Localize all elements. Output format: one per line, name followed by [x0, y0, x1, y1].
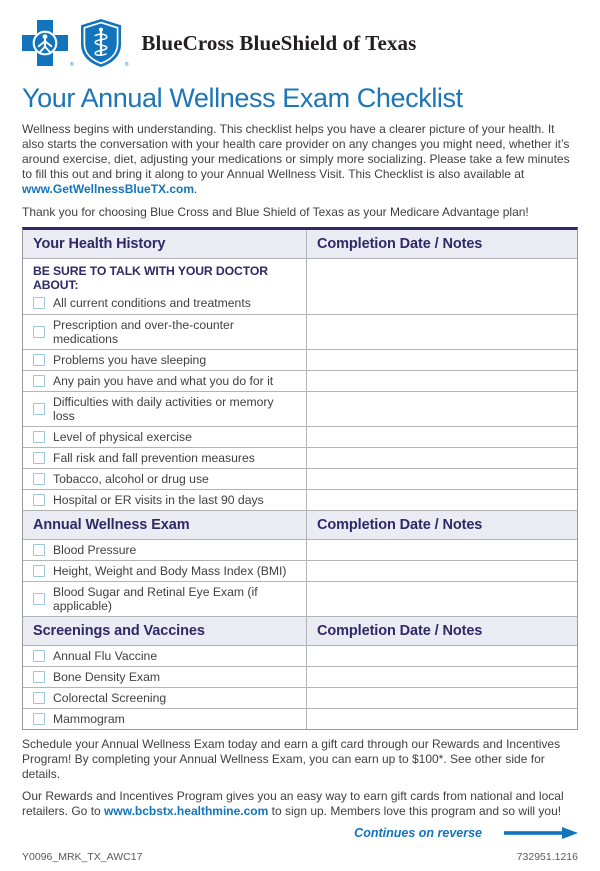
checklist-item — [33, 472, 209, 486]
checklist-item-label: Tobacco, alcohol or drug use — [53, 471, 209, 486]
checklist-item — [33, 712, 125, 726]
notes-cell[interactable] — [307, 315, 577, 349]
page-title: Your Annual Wellness Exam Checklist — [22, 83, 463, 113]
checkbox[interactable] — [33, 452, 45, 464]
notes-cell[interactable] — [307, 427, 577, 447]
table-row — [23, 708, 577, 729]
checklist-item — [33, 564, 286, 578]
section-title: Annual Wellness Exam — [23, 511, 307, 539]
checklist-item-label: Prescription and over-the-counter medications — [53, 317, 234, 346]
checklist-table — [22, 227, 578, 730]
signup-text: Our Rewards and Incentives Program gives you an easy way to earn gift cards from national and local retailers. Go to — [22, 788, 564, 818]
checkbox[interactable] — [33, 593, 45, 605]
table-row — [23, 370, 577, 391]
notes-cell[interactable] — [307, 448, 577, 468]
checklist-item-label: Blood Pressure — [53, 542, 137, 557]
notes-cell[interactable] — [307, 490, 577, 510]
intro-paragraph — [22, 122, 578, 198]
checkbox[interactable] — [33, 565, 45, 577]
checkbox[interactable] — [33, 375, 45, 387]
table-row — [23, 560, 577, 581]
notes-cell[interactable] — [307, 667, 577, 687]
notes-column-header: Completion Date / Notes — [317, 235, 483, 252]
table-row — [23, 258, 577, 314]
checklist-item — [33, 374, 273, 388]
checklist-item — [33, 353, 206, 367]
notes-cell[interactable] — [307, 561, 577, 581]
intro-text: Wellness begins with understanding. This checklist helps you have a clearer picture of your health. It also starts the conversation with your health care provider on any changes you might need, whether it’s around exercise, diet, adjusting your medications or simply more socializing. Please take a few minutes to fill this out and bring it along to your Annual Wellness Visit. This Checklist is also available at — [22, 122, 570, 182]
checklist-item — [33, 430, 192, 444]
section-title: Screenings and Vaccines — [23, 617, 307, 645]
checklist-item-label: Bone Density Exam — [53, 669, 161, 684]
document-codes — [22, 851, 578, 863]
thank-you-line: Thank you for choosing Blue Cross and Blue Shield of Texas as your Medicare Advantage plan! — [22, 204, 529, 219]
notes-column-header: Completion Date / Notes — [317, 516, 483, 533]
checklist-item — [33, 395, 298, 423]
checkbox[interactable] — [33, 326, 45, 338]
continues-on-reverse — [22, 826, 578, 840]
table-row — [23, 581, 577, 616]
blue-shield-icon — [79, 18, 123, 68]
signup-text-end: to sign up. Members love this program and so will you! — [268, 803, 562, 818]
checkbox[interactable] — [33, 473, 45, 485]
checklist-item-label: Annual Flu Vaccine — [53, 648, 158, 663]
checklist-item — [33, 493, 264, 507]
checklist-item — [33, 585, 298, 613]
checkbox[interactable] — [33, 354, 45, 366]
checkbox[interactable] — [33, 713, 45, 725]
checkbox[interactable] — [33, 431, 45, 443]
notes-cell[interactable] — [307, 350, 577, 370]
right-arrow-icon — [504, 827, 578, 839]
getwellness-link[interactable]: www.GetWellnessBlueTX.com — [22, 182, 195, 197]
registered-mark: ® — [124, 62, 129, 68]
checklist-item — [33, 649, 157, 663]
notes-cell[interactable] — [307, 688, 577, 708]
table-row — [23, 426, 577, 447]
blue-cross-icon — [22, 20, 68, 66]
table-row — [23, 349, 577, 370]
checklist-item — [33, 296, 298, 310]
section-header-annual-wellness-exam — [23, 510, 577, 539]
checkbox[interactable] — [33, 544, 45, 556]
section-header-health-history — [23, 230, 577, 258]
notes-cell[interactable] — [307, 646, 577, 666]
brand-header — [22, 18, 578, 68]
intro-text-end: . — [194, 182, 198, 197]
section-header-screenings-vaccines — [23, 616, 577, 645]
notes-column-header: Completion Date / Notes — [317, 622, 483, 639]
table-row — [23, 447, 577, 468]
checklist-item-label: Difficulties with daily activities or memory loss — [53, 394, 274, 423]
notes-cell[interactable] — [307, 540, 577, 560]
doc-number: 732951.1216 — [516, 851, 578, 864]
checklist-item — [33, 318, 298, 346]
checklist-item-label: Blood Sugar and Retinal Eye Exam (if applicable) — [53, 584, 258, 613]
checkbox[interactable] — [33, 671, 45, 683]
doctor-talk-subheading: BE SURE TO TALK WITH YOUR DOCTOR ABOUT: — [33, 263, 268, 292]
notes-cell[interactable] — [307, 392, 577, 426]
checklist-item — [33, 543, 136, 557]
checklist-item-label: Fall risk and fall prevention measures — [53, 450, 255, 465]
healthmine-link[interactable]: www.bcbstx.healthmine.com — [104, 803, 269, 818]
form-code: Y0096_MRK_TX_AWC17 — [22, 851, 143, 864]
checklist-item-label: Any pain you have and what you do for it — [53, 373, 274, 388]
checklist-item-label: Hospital or ER visits in the last 90 days — [53, 492, 264, 507]
table-row — [23, 391, 577, 426]
checklist-item-label: Mammogram — [53, 711, 125, 726]
notes-cell[interactable] — [307, 469, 577, 489]
checkbox[interactable] — [33, 297, 45, 309]
notes-cell[interactable] — [307, 259, 577, 314]
checklist-item-label: Height, Weight and Body Mass Index (BMI) — [53, 563, 287, 578]
table-row — [23, 489, 577, 510]
notes-cell[interactable] — [307, 709, 577, 729]
checklist-item — [33, 691, 166, 705]
section-title: Your Health History — [23, 230, 307, 258]
brand-wordmark: BlueCross BlueShield of Texas — [141, 30, 417, 55]
table-row — [23, 468, 577, 489]
checklist-item-label: Level of physical exercise — [53, 429, 192, 444]
bcbs-logo — [22, 18, 128, 68]
signup-paragraph — [22, 789, 578, 819]
table-row — [23, 314, 577, 349]
table-row — [23, 539, 577, 560]
checklist-item-label: All current conditions and treatments — [53, 295, 251, 310]
checkbox[interactable] — [33, 403, 45, 415]
checkbox[interactable] — [33, 494, 45, 506]
checklist-item-label: Colorectal Screening — [53, 690, 167, 705]
table-row — [23, 645, 577, 666]
checkbox[interactable] — [33, 650, 45, 662]
rewards-paragraph: Schedule your Annual Wellness Exam today and earn a gift card through our Rewards and Incentives Program! By completing your Annual Wellness Exam, you can earn up to $100*. See other side for details. — [22, 736, 561, 781]
registered-mark: ® — [70, 62, 74, 68]
table-row — [23, 666, 577, 687]
checklist-item-label: Problems you have sleeping — [53, 352, 207, 367]
continues-label: Continues on reverse — [354, 826, 482, 841]
checklist-item — [33, 451, 255, 465]
checkbox[interactable] — [33, 692, 45, 704]
checklist-item — [33, 670, 160, 684]
table-row — [23, 687, 577, 708]
notes-cell[interactable] — [307, 582, 577, 616]
notes-cell[interactable] — [307, 371, 577, 391]
